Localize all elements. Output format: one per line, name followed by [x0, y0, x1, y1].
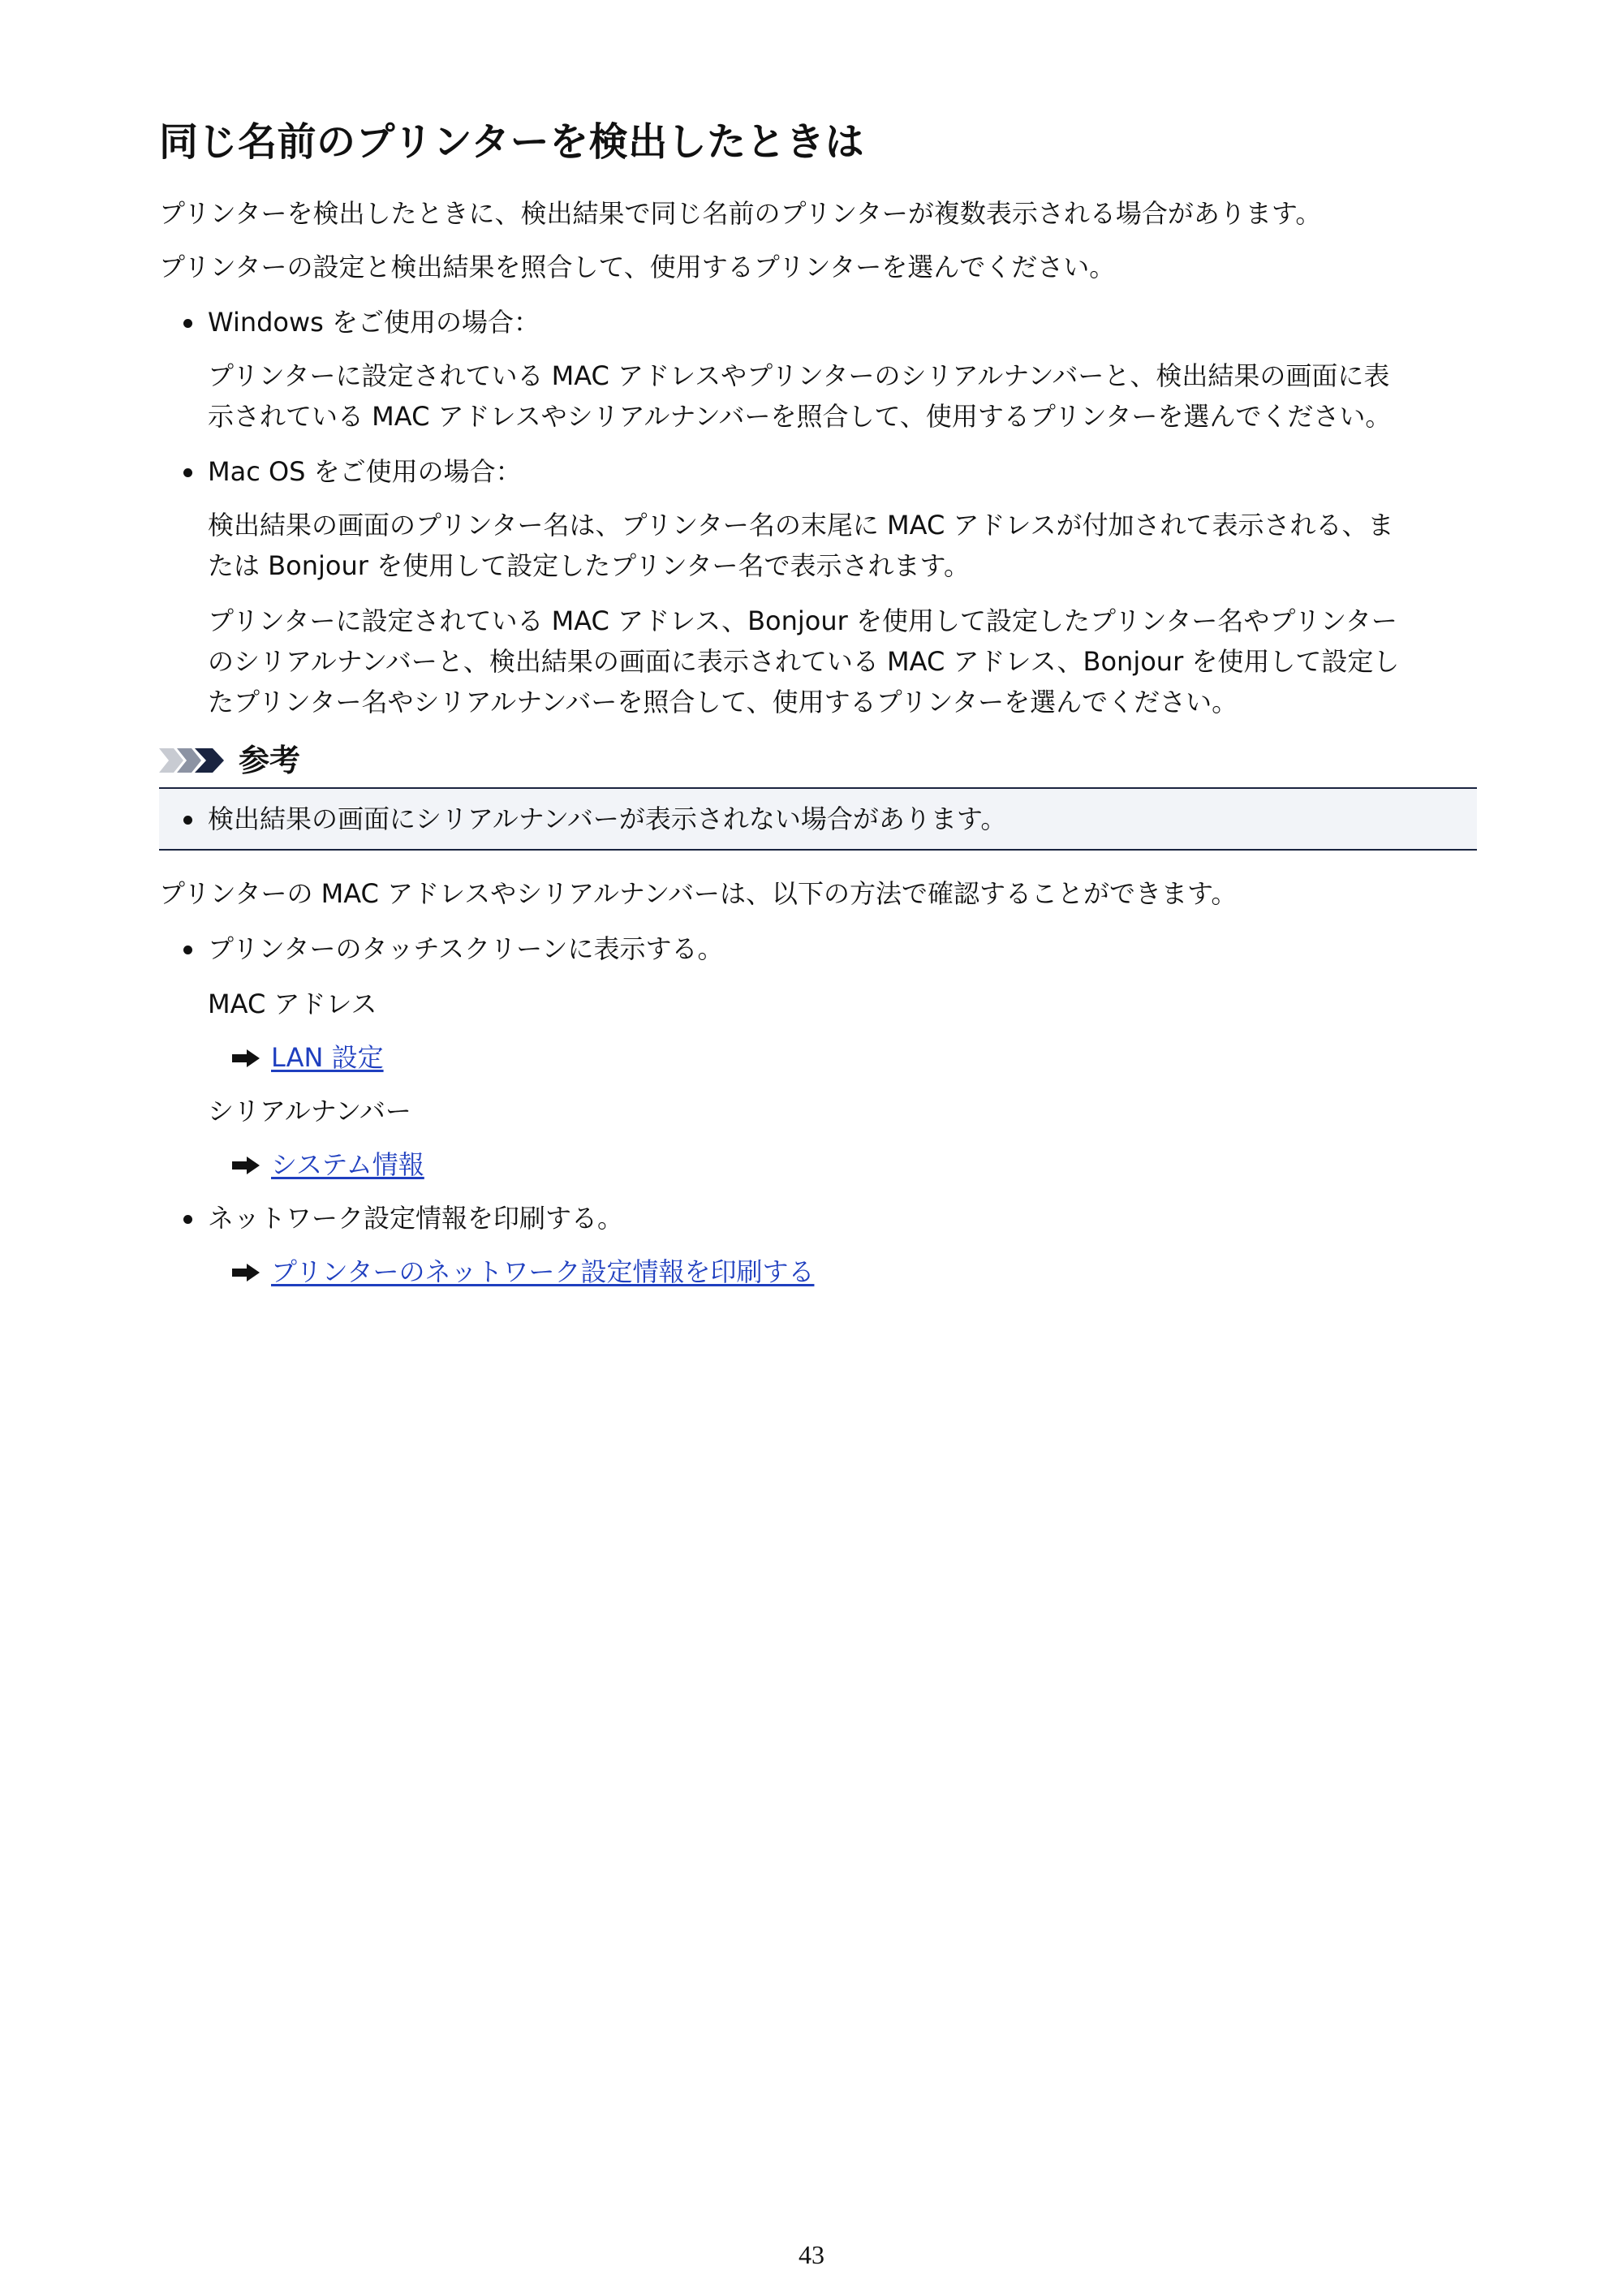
mac-text-2: [159, 601, 1477, 722]
serial-number-label: シリアルナンバー: [208, 1096, 411, 1126]
mac-address-label: MAC アドレス: [208, 989, 377, 1019]
intro-paragraph-2: プリンターの設定と検出結果を照合して、使用するプリンターを選んでください。: [159, 252, 1116, 282]
windows-text-line-1: プリンターに設定されている MAC アドレスやプリンターのシリアルナンバーと、検出結果の画面に表: [208, 360, 1390, 391]
note-header: [159, 740, 1477, 781]
mac-text-2-line-3: たプリンター名やシリアルナンバーを照合して、使用するプリンターを選んでください。: [208, 687, 1238, 717]
note-chevrons-icon: [159, 747, 230, 774]
page-number: 43: [799, 2240, 824, 2269]
mac-text-1-line-2: たは Bonjour を使用して設定したプリンター名で表示されます。: [208, 550, 970, 581]
confirm-intro: プリンターの MAC アドレスやシリアルナンバーは、以下の方法で確認することができます。: [159, 878, 1238, 909]
document-page: [159, 106, 1477, 1292]
mac-heading: Mac OS をご使用の場合：: [159, 451, 1477, 492]
windows-text: [159, 355, 1477, 437]
windows-section: [159, 302, 1477, 437]
arrow-right-icon: [232, 1264, 260, 1282]
lan-settings-link[interactable]: LAN 設定: [271, 1042, 384, 1073]
intro-section: [159, 193, 1477, 287]
intro-paragraph-1: プリンターを検出したときに、検出結果で同じ名前のプリンターが複数表示される場合があります。: [159, 198, 1322, 229]
print-network-link-row: [159, 1251, 1477, 1292]
windows-heading: Windows をご使用の場合：: [159, 302, 1477, 342]
page-title: 同じ名前のプリンターを検出したときは: [159, 119, 865, 165]
system-info-link-row: [159, 1144, 1477, 1185]
print-network-settings-link[interactable]: プリンターのネットワーク設定情報を印刷する: [271, 1256, 815, 1287]
touchscreen-item: プリンターのタッチスクリーンに表示する。: [159, 928, 1477, 969]
arrow-right-icon: [232, 1157, 260, 1174]
mac-text-1: [159, 505, 1477, 586]
note-label: 参考: [239, 743, 301, 778]
confirm-section: [159, 873, 1477, 1292]
windows-text-line-2: 示されている MAC アドレスやシリアルナンバーを照合して、使用するプリンターを選んでください。: [208, 401, 1392, 432]
print-item: ネットワーク設定情報を印刷する。: [159, 1198, 1477, 1238]
note-item: 検出結果の画面にシリアルナンバーが表示されない場合があります。: [159, 799, 1477, 839]
system-info-link[interactable]: システム情報: [271, 1149, 424, 1180]
note-box: [159, 787, 1477, 851]
lan-settings-link-row: [159, 1037, 1477, 1078]
arrow-right-icon: [232, 1049, 260, 1067]
mac-text-2-line-1: プリンターに設定されている MAC アドレス、Bonjour を使用して設定したプリンター名やプリンター: [208, 605, 1397, 636]
mac-text-1-line-1: 検出結果の画面のプリンター名は、プリンター名の末尾に MAC アドレスが付加されて表示される、ま: [208, 510, 1394, 541]
mac-text-2-line-2: のシリアルナンバーと、検出結果の画面に表示されている MAC アドレス、Bonjour を使用して設定し: [208, 646, 1400, 677]
mac-section: [159, 451, 1477, 722]
